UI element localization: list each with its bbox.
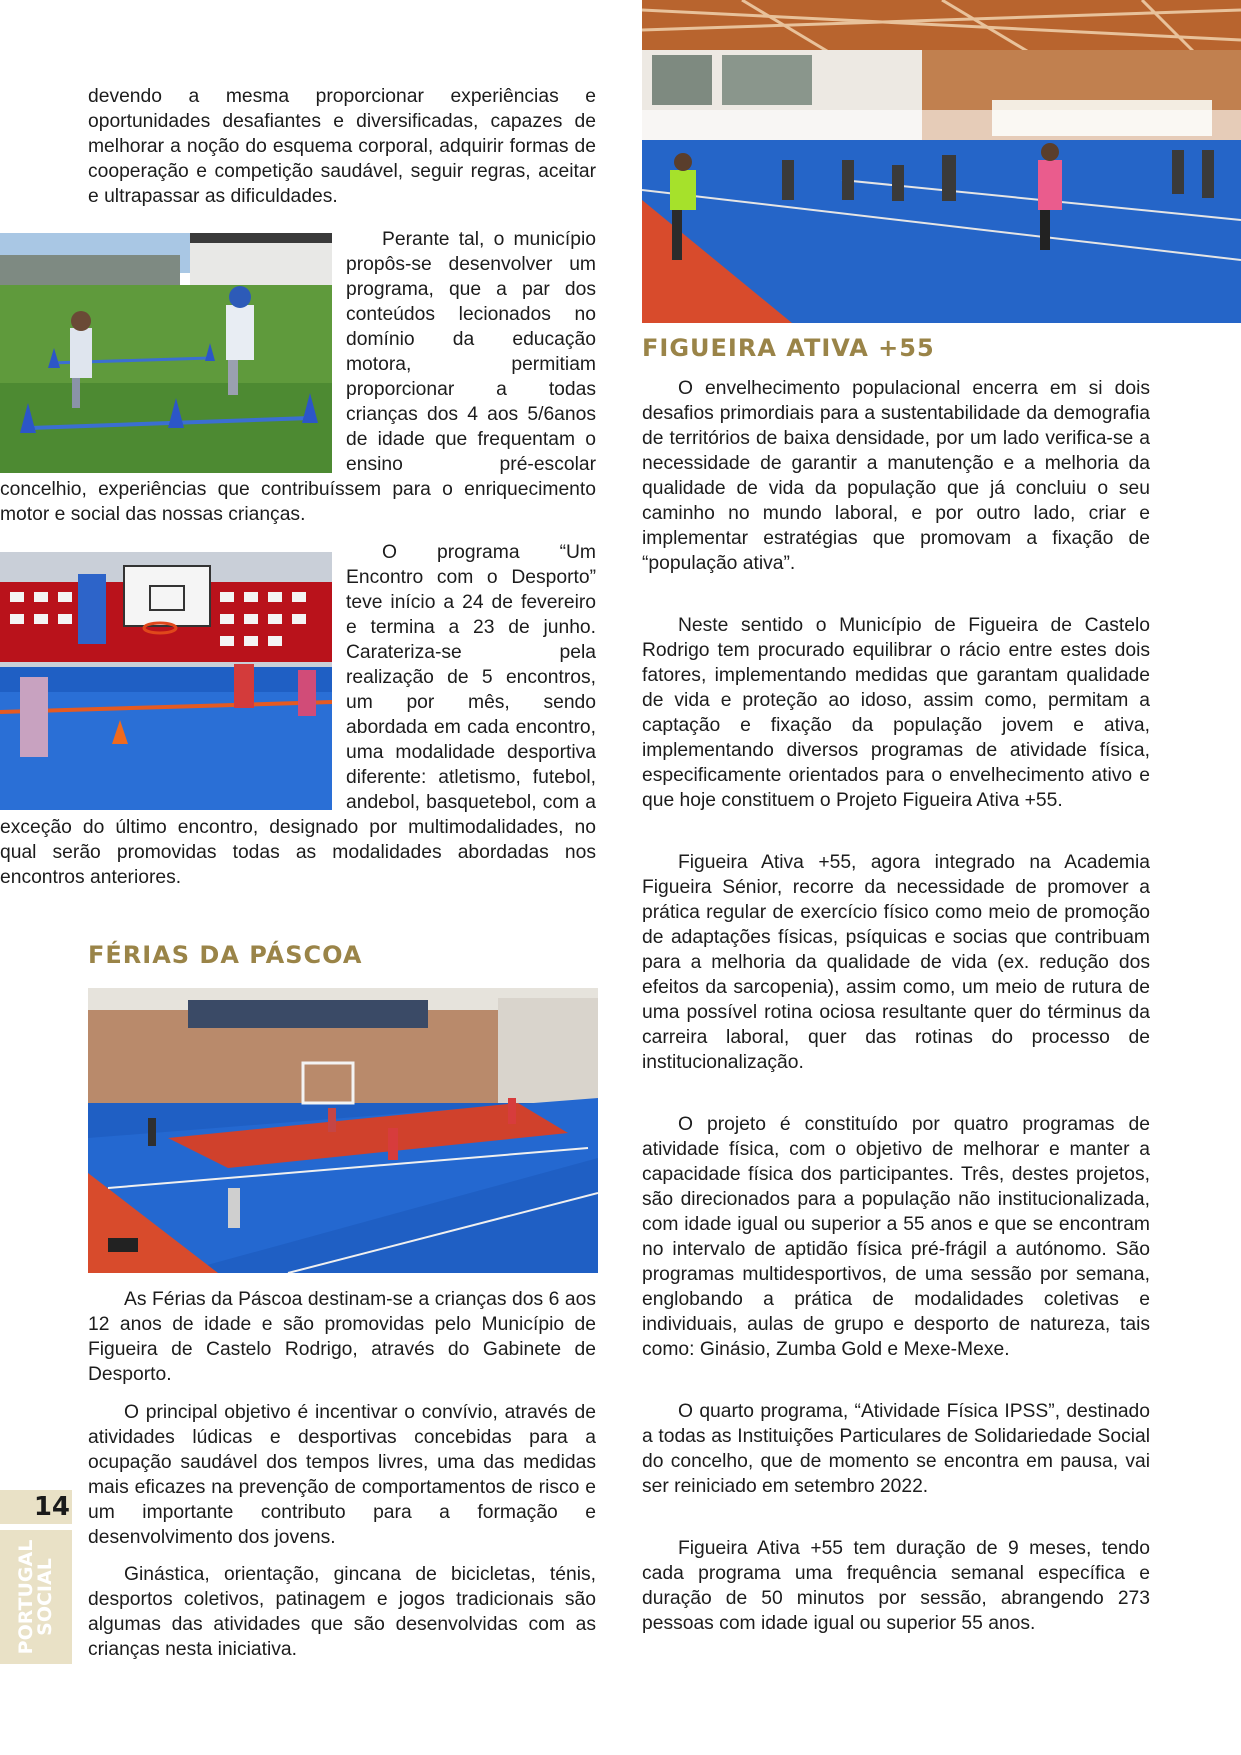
brand-logo-text (17, 1540, 55, 1655)
right-paragraph-4: O projeto é constituído por quatro programas de atividade física, com o objetivo de melhorar e manter a capacidade física dos participantes. Três, destes projetos, são direcionados para a população não institucionalizada, com idade igual ou superior a 55 anos e que se encontram no intervalo de aptidão física pré-frágil a autónomo. São programas multidesportivos, de uma sessão por semana, englobando a prática de modalidades coletivas e individuais, aulas de grupo e desporto de natureza, tais como: Ginásio, Zumba Gold e Mexe-Mexe. (642, 1114, 1150, 1360)
left-paragraph-1: devendo a mesma proporcionar experiências e oportunidades desafiantes e diversificadas, capazes de melhorar a noção do esquema corporal, adquirir formas de cooperação e competição saudável, seguir regras, aceitar e ultrapassar as dificuldades. (88, 86, 596, 207)
right-paragraph-3: Figueira Ativa +55, agora integrado na Academia Figueira Sénior, recorre da necessidade de promover a prática regular de exercício físico como meio de promoção de adaptações físicas, psíquicas e socias que contribuam para a melhoria da qualidade de vida (ex. redução dos efeitos da sarcopenia), assim como, um meio de rutura de uma possível rotina ociosa resultante quer do términus da carreira laboral, quer das rotinas do processo de institucionalização. (642, 852, 1150, 1073)
right-paragraph-2: Neste sentido o Município de Figueira de Castelo Rodrigo tem procurado equilibrar o rácio entre estes dois fatores, implementando medidas que garantam qualidade de vida e proteção ao idoso, assim como, permitam a captação e fixação da população jovem e ativa, implementando diversos programas de atividade física, especificamente orientados para o envelhecimento ativo e que hoje constituem o Projeto Figueira Ativa +55. (642, 615, 1150, 811)
photo-seniors-exercising (642, 0, 1241, 323)
left-paragraph-3: O programa “Um Encontro com o Desporto” teve início a 24 de fevereiro e termina a 23 de junho. Carateriza-se pela realização de 5 encontros, um por mês, sendo abordada em cada encontro, uma modalidade desportiva diferente: atletismo, futebol, andebol, basquetebol, com a exceção do último encontro, designado por multimodalidades, no qual serão promovidas todas as modalidades abordadas nos encontros anteriores. (0, 542, 596, 888)
page-number: 14 (0, 1490, 72, 1524)
left-paragraph-5: O principal objetivo é incentivar o convívio, através de atividades lúdicas e desportivas concebidas para a ocupação saudável dos tempos livres, uma das medidas mais eficazes na prevenção de comportamentos de risco e um importante contributo para a formação e desenvolvimento dos jovens. (88, 1402, 596, 1548)
brand-side-tab (0, 1530, 72, 1664)
heading-ferias-pascoa: FÉRIAS DA PÁSCOA (88, 941, 363, 969)
right-paragraph-5: O quarto programa, “Atividade Física IPSS”, destinado a todas as Instituições Particulares de Solidariedade Social do concelho, que de momento se encontra em pausa, vai ser reiniciado em setembro 2022. (642, 1401, 1150, 1497)
photo-indoor-hall-children (88, 988, 598, 1273)
left-paragraph-4: As Férias da Páscoa destinam-se a crianças dos 6 aos 12 anos de idade e são promovidas pelo Município de Figueira de Castelo Rodrigo, através do Gabinete de Desporto. (88, 1289, 596, 1385)
right-paragraph-6: Figueira Ativa +55 tem duração de 9 meses, tendo cada programa uma frequência semanal específica e duração de 50 minutos por sessão, abrangendo 273 pessoas com idade igual ou superior 55 anos. (642, 1538, 1150, 1634)
brand-word-portugal: PORTUGAL (15, 1539, 37, 1655)
heading-figueira-ativa: FIGUEIRA ATIVA +55 (642, 334, 935, 362)
left-paragraph-2: Perante tal, o município propôs-se desenvolver um programa, que a par dos conteúdos lecionados no domínio da educação motora, permitiam proporcionar a todas crianças dos 4 aos 5/6anos de idade que frequentam o ensino pré-escolar concelhio, experiências que contribuíssem para o enriquecimento motor e social das nossas crianças. (0, 229, 596, 525)
left-paragraph-6: Ginástica, orientação, gincana de bicicletas, ténis, desportos coletivos, patinagem e jogos tradicionais são algumas das atividades que são desenvolvidas com as crianças nesta iniciativa. (88, 1564, 596, 1660)
right-paragraph-1: O envelhecimento populacional encerra em si dois desafios primordiais para a sustentabilidade da demografia de territórios de baixa densidade, por um lado verifica-se a necessidade de garantir a manutenção e a melhoria da qualidade de vida da população que já concluiu o seu caminho no mundo laboral, e por outro lado, criar e implementar estratégias que promovam a fixação de “população ativa”. (642, 378, 1150, 574)
brand-word-social: SOCIAL (34, 1558, 56, 1636)
